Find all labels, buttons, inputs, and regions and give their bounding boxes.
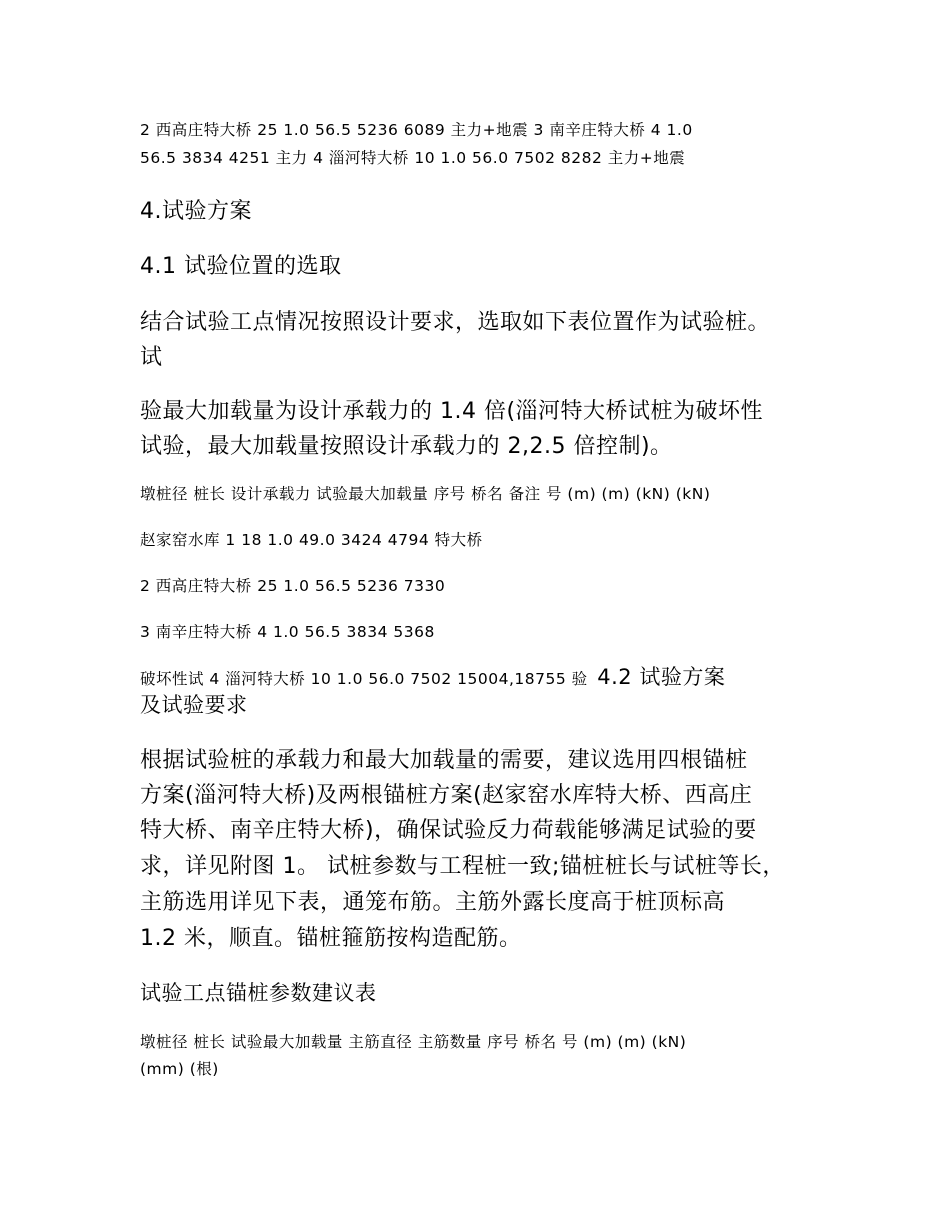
paragraph-1-line-2: 试: [140, 345, 163, 370]
table-2-header-line-2: (mm) (根): [140, 1060, 219, 1078]
table-continuation-line-1: 2 西高庄特大桥 25 1.0 56.5 5236 6089 主力+地震 3 南辛庄特大桥 4 1.0: [140, 121, 693, 139]
section-4-1-heading: 4.1 试验位置的选取: [140, 254, 342, 279]
paragraph-3-line-1: 根据试验桩的承载力和最大加载量的需要，建议选用四根锚桩: [140, 748, 748, 773]
table-1-row-1: 赵家窑水库 1 18 1.0 49.0 3424 4794 特大桥: [140, 531, 483, 549]
paragraph-3-line-5: 主筋选用详见下表，通笼布筋。主筋外露长度高于桩顶标高: [140, 890, 726, 915]
table-1-row-4-with-heading: [140, 661, 725, 691]
paragraph-3-line-6: 1.2 米，顺直。锚桩箍筋按构造配筋。: [140, 926, 522, 951]
table-continuation-line-2: 56.5 3834 4251 主力 4 淄河特大桥 10 1.0 56.0 7502 8282 主力+地震: [140, 149, 686, 167]
paragraph-3-line-3: 特大桥、南辛庄特大桥)，确保试验反力荷载能够满足试验的要: [140, 818, 757, 843]
section-4-2-heading-part-2: 及试验要求: [140, 693, 248, 717]
paragraph-2-line-1: 验最大加载量为设计承载力的 1.4 倍(淄河特大桥试桩为破坏性: [140, 399, 764, 424]
table-2-title: 试验工点锚桩参数建议表: [140, 981, 377, 1005]
table-2-header-line-1: 墩桩径 桩长 试验最大加载量 主筋直径 主筋数量 序号 桥名 号 (m) (m) (kN): [140, 1033, 687, 1051]
paragraph-3-line-2: 方案(淄河特大桥)及两根锚桩方案(赵家窑水库特大桥、西高庄: [140, 783, 753, 808]
table-1-row-4: 破坏性试 4 淄河特大桥 10 1.0 56.0 7502 15004,18755 验: [140, 670, 588, 688]
table-1-row-3: 3 南辛庄特大桥 4 1.0 56.5 3834 5368: [140, 623, 435, 641]
table-1-header: 墩桩径 桩长 设计承载力 试验最大加载量 序号 桥名 备注 号 (m) (m) (kN) (kN): [140, 485, 711, 503]
section-4-heading: 4.试验方案: [140, 199, 252, 224]
table-1-row-2: 2 西高庄特大桥 25 1.0 56.5 5236 7330: [140, 577, 446, 595]
section-4-2-heading-part-1: 4.2 试验方案: [597, 665, 726, 689]
paragraph-2-line-2: 试验，最大加载量按照设计承载力的 2,2.5 倍控制)。: [140, 434, 673, 459]
paragraph-1-line-1: 结合试验工点情况按照设计要求，选取如下表位置作为试验桩。: [140, 310, 771, 335]
paragraph-3-line-4: 求，详见附图 1。 试桩参数与工程桩一致;锚桩桩长与试桩等长，: [140, 854, 785, 879]
